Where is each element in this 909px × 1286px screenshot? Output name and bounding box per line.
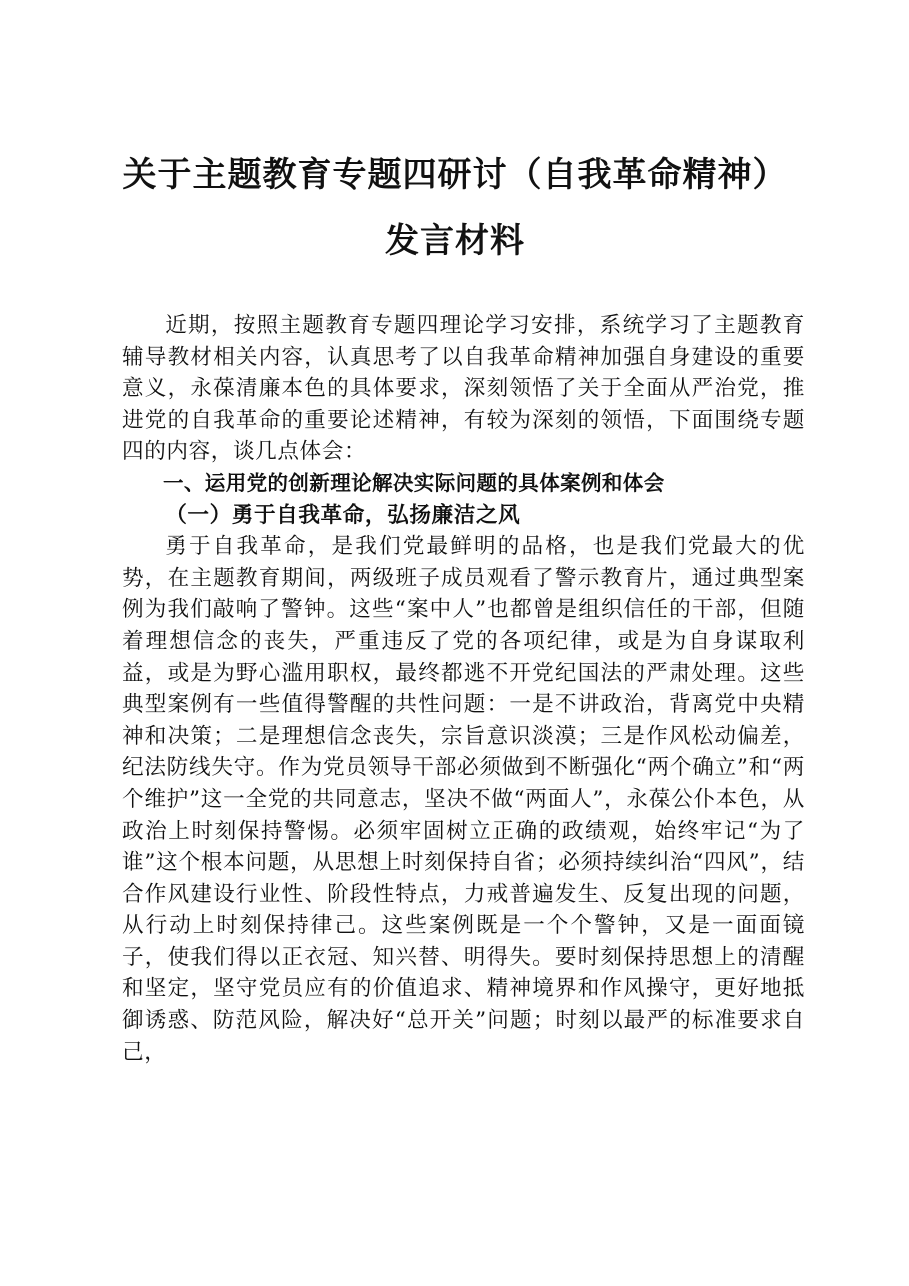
document-title: 关于主题教育专题四研讨（自我革命精神）发言材料: [122, 155, 788, 261]
document-body: [122, 310, 805, 1068]
intro-paragraph: 近期，按照主题教育专题四理论学习安排，系统学习了主题教育辅导教材相关内容，认真思考了以自我革命精神加强自身建设的重要意义，永葆清廉本色的具体要求，深刻领悟了关于全面从严治党，推进党的自我革命的重要论述精神，有较为深刻的领悟，下面围绕专题四的内容，谈几点体会：: [122, 313, 805, 465]
section-heading: 一、运用党的创新理论解决实际问题的具体案例和体会: [163, 470, 665, 495]
body-paragraph: 勇于自我革命，是我们党最鲜明的品格，也是我们党最大的优势，在主题教育期间，两级班子成员观看了警示教育片，通过典型案例为我们敲响了警钟。这些“案中人”也都曾是组织信任的干部，但随着理想信念的丧失，严重违反了党的各项纪律，或是为自身谋取利益，或是为野心滥用职权，最终都逃不开党纪国法的严肃处理。这些典型案例有一些值得警醒的共性问题：一是不讲政治，背离党中央精神和决策；二是理想信念丧失，宗旨意识淡漠；三是作风松动偏差，纪法防线失守。作为党员领导干部必须做到不断强化“两个确立”和“两个维护”这一全党的共同意志，坚决不做“两面人”，永葆公仆本色，从政治上时刻保持警惕。必须牢固树立正确的政绩观，始终牢记“为了谁”这个根本问题，从思想上时刻保持自省；必须持续纠治“四风”，结合作风建设行业性、阶段性特点，力戒普遍发生、反复出现的问题，从行动上时刻保持律己。这些案例既是一个个警钟，又是一面面镜子，使我们得以正衣冠、知兴替、明得失。要时刻保持思想上的清醒和坚定，坚守党员应有的价值追求、精神境界和作风操守，更好地抵御诱惑、防范风险，解决好“总开关”问题；时刻以最严的标准要求自己，: [122, 534, 805, 1065]
subsection-heading: （一）勇于自我革命，弘扬廉洁之风: [165, 502, 521, 528]
